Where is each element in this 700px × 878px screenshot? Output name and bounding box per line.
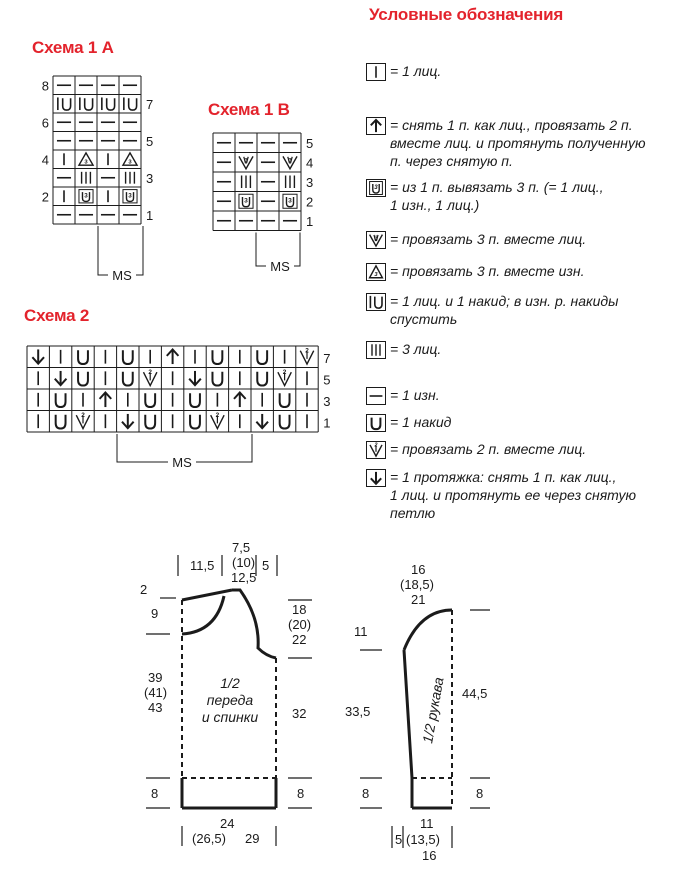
sleeve-piece-label: 1/2 рукава	[419, 675, 447, 745]
row-number-right: 3	[306, 175, 314, 191]
sleeve-cap: 11	[354, 624, 368, 639]
body-neck-depth: 9	[151, 606, 159, 621]
row-number-right: 1	[146, 207, 154, 223]
body-length-3: 43	[148, 700, 163, 715]
scheme-2-title: Схема 2	[24, 306, 90, 325]
legend-text: = провязать 2 п. вместе лиц.	[390, 441, 587, 457]
row-number-right: 5	[146, 133, 154, 149]
sleeve-cuff-right: 8	[476, 786, 484, 801]
row-number-right: 5	[306, 136, 314, 152]
svg-text:3: 3	[374, 271, 378, 278]
row-number-right: 7	[323, 350, 331, 366]
legend-text: = снять 1 п. как лиц., провязать 2 п. вместе лиц. и протянуть полученную п. через снятую п.	[390, 117, 646, 169]
row-number-left: 8	[41, 78, 49, 94]
body-width-2: (26,5)	[192, 831, 226, 846]
row-number-right: 5	[323, 372, 331, 388]
svg-text:3: 3	[84, 159, 88, 166]
repeat-label: MS	[270, 259, 290, 274]
sleeve-top-3: 21	[411, 592, 426, 607]
row-number-right: 2	[306, 194, 314, 210]
body-length-2: (41)	[144, 685, 168, 700]
body-shoulder-width: 11,5	[190, 558, 215, 573]
sleeve-length-right: 44,5	[462, 686, 488, 701]
legend-text: = провязать 3 п. вместе изн.	[390, 263, 585, 279]
repeat-label: MS	[172, 455, 192, 470]
body-piece-label: 1/2 переда и спинки	[201, 675, 259, 725]
svg-text:3: 3	[128, 192, 132, 200]
sleeve-top-2: (18,5)	[400, 577, 434, 592]
sleeve-cuff-left: 8	[362, 786, 370, 801]
svg-text:3: 3	[374, 184, 378, 192]
row-number-right: 3	[323, 393, 331, 409]
svg-text:3: 3	[374, 235, 378, 242]
sleeve-length-left: 33,5	[345, 704, 371, 719]
svg-text:2: 2	[148, 368, 152, 376]
scheme-1b-title: Схема 1 В	[208, 100, 290, 119]
body-side-offset: 5	[262, 558, 270, 573]
body-armhole-2: (20)	[288, 617, 312, 632]
body-neck-drop: 2	[140, 582, 148, 597]
row-number-left: 2	[41, 189, 49, 205]
sleeve-bottom: 11	[420, 816, 434, 831]
sleeve-bottom-small: 5	[395, 832, 403, 847]
body-rib-right: 8	[297, 786, 305, 801]
body-side-length: 32	[292, 706, 307, 721]
scheme-1a-title: Схема 1 А	[32, 38, 114, 57]
row-number-left: 4	[41, 152, 49, 168]
row-number-right: 4	[306, 155, 314, 171]
svg-text:2: 2	[282, 368, 287, 376]
repeat-label: MS	[112, 268, 132, 283]
legend-text: = 3 лиц.	[390, 341, 442, 357]
svg-text:3: 3	[84, 192, 88, 200]
svg-text:3: 3	[288, 197, 292, 205]
legend-title: Условные обозначения	[369, 5, 564, 24]
body-neck-width-3: 12,5	[231, 570, 257, 585]
body-length-1: 39	[148, 670, 163, 685]
svg-text:2: 2	[374, 442, 378, 449]
svg-text:2: 2	[215, 411, 220, 419]
legend-text: = 1 лиц. и 1 накид; в изн. р. накиды спустить	[390, 293, 619, 327]
body-width-1: 24	[220, 816, 235, 831]
legend-text: = 1 лиц.	[390, 63, 442, 79]
row-number-right: 3	[146, 170, 154, 186]
legend-text: = 1 протяжка: снять 1 п. как лиц., 1 лиц. и протянуть ее через снятую петлю	[390, 469, 637, 521]
row-number-right: 1	[323, 415, 331, 431]
svg-text:3: 3	[128, 159, 132, 166]
body-width-3: 29	[245, 831, 260, 846]
svg-text:2: 2	[81, 411, 85, 419]
svg-text:3: 3	[244, 157, 248, 164]
body-neck-width-1: 7,5	[232, 540, 251, 555]
svg-text:2: 2	[305, 347, 309, 355]
body-armhole-1: 18	[292, 602, 307, 617]
legend-text: = 1 изн.	[390, 387, 440, 403]
body-rib-left: 8	[151, 786, 159, 801]
legend-text: = из 1 п. вывязать 3 п. (= 1 лиц., 1 изн., 1 лиц.)	[390, 179, 604, 213]
row-number-right: 1	[306, 214, 314, 230]
svg-text:3: 3	[244, 197, 248, 205]
sleeve-top-1: 16	[411, 562, 426, 577]
sleeve-bottom-2: (13,5)	[406, 832, 440, 847]
body-neck-width-2: (10)	[232, 555, 256, 570]
legend-text: = провязать 3 п. вместе лиц.	[390, 231, 587, 247]
sleeve-bottom-3: 16	[422, 848, 437, 863]
row-number-left: 6	[41, 115, 49, 131]
legend-text: = 1 накид	[390, 414, 452, 430]
row-number-right: 7	[146, 96, 154, 112]
svg-text:3: 3	[288, 157, 292, 164]
body-armhole-3: 22	[292, 632, 307, 647]
